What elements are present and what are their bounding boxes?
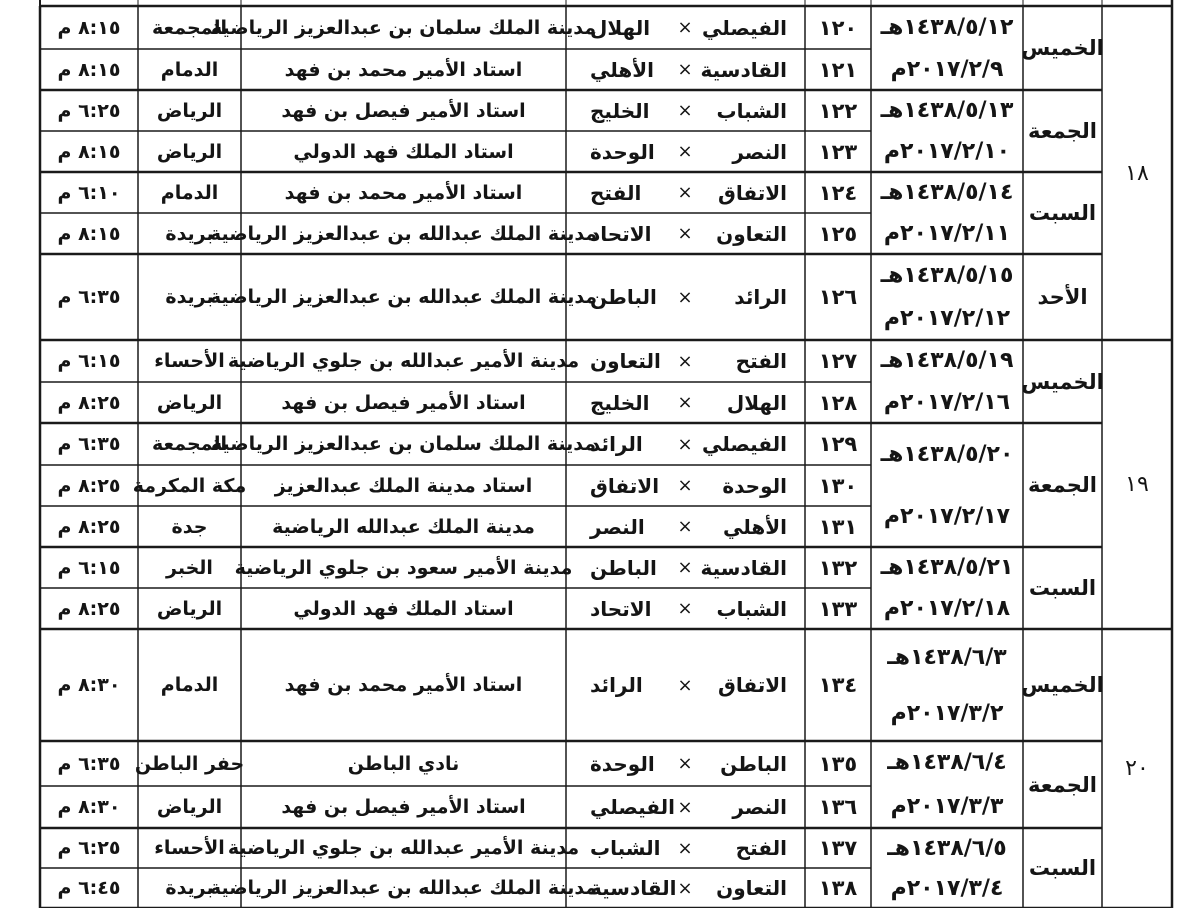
- vs-symbol: ×: [677, 17, 693, 38]
- away-team: القادسية: [590, 876, 677, 900]
- city-name: الدمام: [160, 181, 219, 204]
- vs-symbol: ×: [677, 100, 693, 121]
- match-number: ١٢١: [818, 57, 858, 82]
- date-gregorian: ٢٠١٧/٢/١٢م: [883, 306, 1011, 331]
- date-gregorian: ٢٠١٧/٣/٢م: [890, 700, 1004, 726]
- city-name: حفر الباطن: [134, 752, 245, 775]
- match-date: [871, 340, 1023, 423]
- kickoff-time: ٨:٣٠ م: [57, 796, 121, 818]
- match-date: [871, 423, 1023, 547]
- round-number: ١٩: [1125, 472, 1149, 497]
- home-team: التعاون: [716, 876, 787, 900]
- kickoff-time: ٦:٤٥ م: [57, 877, 121, 899]
- stadium-name: مدينة الأمير سعود بن جلوي الرياضية: [234, 556, 573, 579]
- match-number: ١٣١: [818, 514, 858, 539]
- kickoff-time: ٦:٢٥ م: [57, 837, 121, 859]
- vs-symbol: ×: [677, 59, 693, 80]
- city-name: الرياض: [156, 391, 223, 414]
- away-team: الوحدة: [590, 751, 655, 776]
- home-team: الشباب: [716, 98, 787, 123]
- city-name: جدة: [171, 515, 208, 538]
- vs-symbol: ×: [677, 837, 693, 859]
- date-hijri: ١٤٣٨/٥/٢١هـ: [880, 555, 1014, 580]
- city-name: الرياض: [156, 99, 223, 122]
- vs-symbol: ×: [677, 433, 693, 455]
- stadium-name: استاد الأمير محمد بن فهد: [284, 58, 523, 81]
- day-name: الجمعة: [1028, 473, 1097, 497]
- stadium-name: مدينة الأمير عبدالله بن جلوي الرياضية: [227, 350, 580, 372]
- round-number: ٢٠: [1125, 756, 1149, 781]
- date-gregorian: ٢٠١٧/٢/١٧م: [883, 503, 1011, 529]
- match-number: ١٢٦: [818, 285, 858, 309]
- day-name: الجمعة: [1028, 772, 1097, 797]
- day-name: الخميس: [1021, 369, 1104, 394]
- kickoff-time: ٦:٣٥ م: [57, 752, 121, 775]
- away-team: الاتحاد: [590, 221, 652, 246]
- city-name: الأحساء: [154, 350, 225, 372]
- day-name: السبت: [1028, 576, 1097, 600]
- kickoff-time: ٨:٢٥ م: [57, 474, 121, 497]
- date-gregorian: ٢٠١٧/٢/١١م: [883, 221, 1011, 246]
- stadium-name: استاد الأمير محمد بن فهد: [284, 181, 523, 204]
- away-team: الفتح: [590, 180, 642, 205]
- home-team: التعاون: [716, 221, 787, 246]
- city-name: مكة المكرمة: [132, 474, 247, 497]
- home-team: الأهلي: [722, 514, 787, 539]
- home-team: النصر: [732, 795, 787, 819]
- date-gregorian: ٢٠١٧/٣/٣م: [890, 793, 1004, 819]
- kickoff-time: ٨:٢٥ م: [57, 597, 121, 620]
- kickoff-time: ٨:٣٠ م: [57, 674, 121, 696]
- match-number: ١٢٠: [818, 15, 858, 40]
- city-name: الخبر: [166, 556, 213, 579]
- day-name: الأحد: [1037, 285, 1088, 309]
- match-number: ١٣٧: [818, 836, 858, 860]
- date-gregorian: ٢٠١٧/٢/١٠م: [883, 139, 1011, 164]
- city-name: الدمام: [160, 674, 219, 696]
- stadium-name: استاد الأمير فيصل بن فهد: [281, 796, 526, 818]
- date-hijri: ١٤٣٨/٦/٣هـ: [887, 644, 1007, 670]
- city-name: المجمعة: [151, 433, 228, 455]
- away-team: الباطن: [590, 285, 657, 309]
- match-date: [871, 6, 1023, 90]
- away-team: الخليج: [590, 98, 650, 123]
- home-team: الفتح: [735, 836, 787, 860]
- kickoff-time: ٦:١٥ م: [57, 350, 121, 372]
- vs-symbol: ×: [677, 182, 693, 203]
- match-date: [871, 547, 1023, 629]
- kickoff-time: ٨:٢٥ م: [57, 391, 121, 414]
- kickoff-time: ٦:١٥ م: [57, 556, 121, 579]
- date-gregorian: ٢٠١٧/٢/١٨م: [883, 596, 1011, 621]
- stadium-name: مدينة الملك عبدالله بن عبدالعزيز الرياضية: [209, 222, 598, 245]
- home-team: الباطن: [720, 751, 787, 776]
- away-team: الشباب: [590, 836, 661, 860]
- day-name: السبت: [1028, 201, 1097, 225]
- match-number: ١٢٣: [818, 139, 858, 164]
- vs-symbol: ×: [677, 286, 693, 308]
- match-number: ١٣٦: [818, 795, 858, 819]
- kickoff-time: ٨:١٥ م: [57, 16, 121, 39]
- date-hijri: ١٤٣٨/٥/١٩هـ: [880, 348, 1014, 374]
- kickoff-time: ٨:١٥ م: [57, 222, 121, 245]
- home-team: القادسية: [700, 57, 787, 82]
- home-team: الهلال: [726, 390, 787, 415]
- away-team: الرائد: [590, 673, 643, 697]
- match-date: [871, 90, 1023, 172]
- match-number: ١٣٥: [818, 751, 858, 776]
- away-team: التعاون: [590, 349, 661, 373]
- stadium-name: استاد الأمير محمد بن فهد: [284, 674, 523, 696]
- stadium-name: استاد الأمير فيصل بن فهد: [281, 99, 526, 122]
- city-name: بريدة: [165, 877, 214, 899]
- vs-symbol: ×: [677, 392, 693, 413]
- vs-symbol: ×: [677, 877, 693, 899]
- match-date: [871, 741, 1023, 828]
- kickoff-time: ٦:٣٥ م: [57, 286, 121, 308]
- match-number: ١٣٣: [818, 596, 858, 621]
- match-date: [871, 629, 1023, 741]
- match-date: [871, 254, 1023, 340]
- day-name: الجمعة: [1028, 119, 1097, 143]
- vs-symbol: ×: [677, 674, 693, 696]
- vs-symbol: ×: [677, 516, 693, 537]
- day-name: السبت: [1028, 856, 1097, 880]
- away-team: الفيصلي: [590, 795, 676, 819]
- kickoff-time: ٨:١٥ م: [57, 140, 121, 163]
- vs-symbol: ×: [677, 350, 693, 372]
- match-number: ١٢٤: [818, 180, 858, 205]
- date-gregorian: ٢٠١٧/٣/٤م: [890, 875, 1004, 901]
- day-name: الخميس: [1021, 36, 1104, 60]
- stadium-name: نادي الباطن: [347, 752, 460, 775]
- away-team: الرائد: [590, 432, 643, 456]
- home-team: الرائد: [734, 285, 787, 309]
- kickoff-time: ٦:١٠ م: [57, 181, 121, 204]
- city-name: الرياض: [156, 597, 223, 620]
- kickoff-time: ٦:٣٥ م: [57, 433, 121, 455]
- city-name: الدمام: [160, 58, 219, 81]
- city-name: بريدة: [165, 286, 214, 308]
- day-name: الخميس: [1021, 673, 1104, 697]
- city-name: بريدة: [165, 222, 214, 245]
- stadium-name: مدينة الملك عبدالله بن عبدالعزيز الرياضية: [209, 877, 598, 899]
- match-number: ١٢٢: [818, 98, 858, 123]
- match-number: ١٢٩: [818, 432, 858, 456]
- home-team: النصر: [732, 139, 787, 164]
- kickoff-time: ٦:٢٥ م: [57, 99, 121, 122]
- city-name: الأحساء: [154, 837, 225, 859]
- home-team: الفيصلي: [701, 432, 787, 456]
- city-name: الرياض: [156, 140, 223, 163]
- vs-symbol: ×: [677, 557, 693, 578]
- match-number: ١٣٨: [818, 876, 858, 900]
- home-team: الوحدة: [722, 473, 787, 498]
- match-number: ١٣٠: [818, 473, 858, 498]
- away-team: الأهلي: [590, 57, 655, 82]
- stadium-name: استاد الملك فهد الدولي: [293, 140, 514, 163]
- stadium-name: مدينة الأمير عبدالله بن جلوي الرياضية: [227, 837, 580, 859]
- date-gregorian: ٢٠١٧/٢/١٦م: [883, 389, 1011, 415]
- kickoff-time: ٨:٢٥ م: [57, 515, 121, 538]
- match-number: ١٢٥: [818, 221, 858, 246]
- vs-symbol: ×: [677, 598, 693, 619]
- home-team: الشباب: [716, 596, 787, 621]
- match-number: ١٢٧: [818, 349, 858, 373]
- match-number: ١٣٤: [818, 673, 858, 697]
- match-date: [871, 828, 1023, 908]
- date-hijri: ١٤٣٨/٥/٢٠هـ: [880, 441, 1014, 467]
- vs-symbol: ×: [677, 141, 693, 162]
- stadium-name: مدينة الملك عبدالله بن عبدالعزيز الرياضية: [209, 286, 598, 308]
- stadium-name: استاد مدينة الملك عبدالعزيز: [274, 474, 533, 497]
- stadium-name: مدينة الملك عبدالله الرياضية: [272, 515, 535, 538]
- kickoff-time: ٨:١٥ م: [57, 58, 121, 81]
- home-team: القادسية: [700, 555, 787, 580]
- home-team: الاتفاق: [717, 673, 787, 697]
- match-number: ١٣٢: [818, 555, 858, 580]
- date-hijri: ١٤٣٨/٥/١٥هـ: [880, 263, 1014, 288]
- stadium-name: استاد الملك فهد الدولي: [293, 597, 514, 620]
- vs-symbol: ×: [677, 475, 693, 496]
- away-team: الخليج: [590, 390, 650, 415]
- date-hijri: ١٤٣٨/٥/١٤هـ: [880, 180, 1014, 205]
- away-team: الباطن: [590, 555, 657, 580]
- stadium-name: مدينة الملك سلمان بن عبدالعزيز الرياضية: [210, 16, 597, 39]
- away-team: الاتفاق: [590, 473, 660, 498]
- city-name: الرياض: [156, 796, 223, 818]
- vs-symbol: ×: [677, 223, 693, 244]
- date-gregorian: ٢٠١٧/٢/٩م: [890, 56, 1004, 82]
- date-hijri: ١٤٣٨/٥/١٢هـ: [880, 14, 1014, 40]
- home-team: الفيصلي: [701, 15, 787, 40]
- date-hijri: ١٤٣٨/٦/٤هـ: [887, 750, 1007, 776]
- stadium-name: مدينة الملك سلمان بن عبدالعزيز الرياضية: [210, 433, 597, 455]
- vs-symbol: ×: [677, 796, 693, 818]
- away-team: النصر: [590, 514, 645, 539]
- date-hijri: ١٤٣٨/٥/١٣هـ: [880, 98, 1014, 123]
- match-number: ١٢٨: [818, 390, 858, 415]
- away-team: الاتحاد: [590, 596, 652, 621]
- city-name: المجمعة: [151, 16, 228, 39]
- away-team: الوحدة: [590, 139, 655, 164]
- home-team: الاتفاق: [717, 180, 787, 205]
- match-date: [871, 172, 1023, 254]
- vs-symbol: ×: [677, 753, 693, 774]
- stadium-name: استاد الأمير فيصل بن فهد: [281, 391, 526, 414]
- round-number: ١٨: [1125, 160, 1149, 186]
- home-team: الفتح: [735, 349, 787, 373]
- away-team: الهلال: [590, 15, 651, 40]
- date-hijri: ١٤٣٨/٦/٥هـ: [887, 835, 1007, 861]
